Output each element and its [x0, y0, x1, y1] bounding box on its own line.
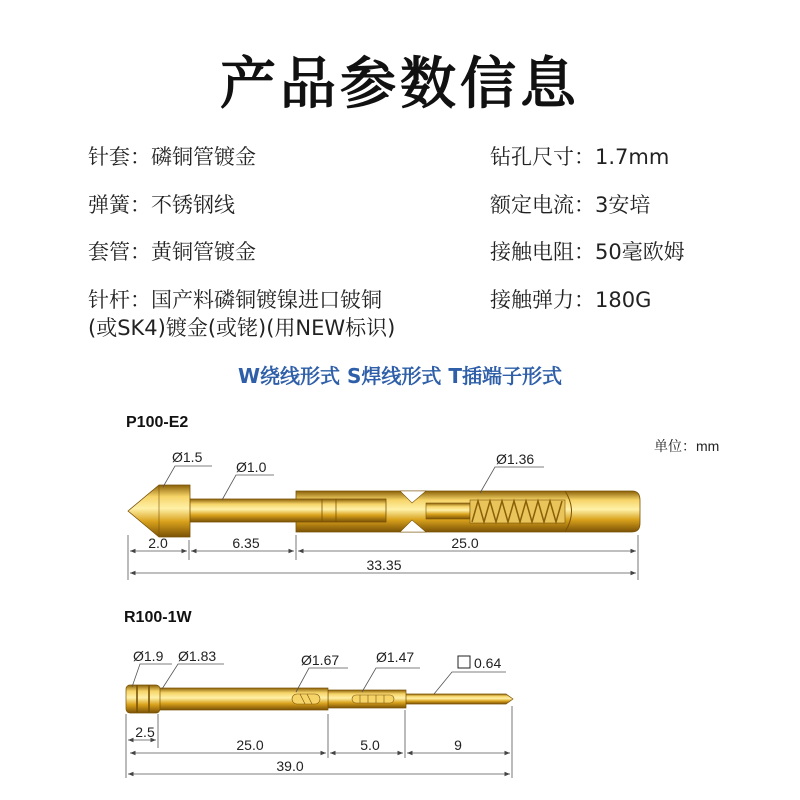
- probe2-diameter-collar: Ø1.9: [133, 648, 164, 664]
- probe1-dim-plunger: 6.35: [232, 535, 260, 551]
- probe2-diameter-body: Ø1.67: [301, 652, 340, 668]
- probe2-dim-collar: 2.5: [135, 724, 155, 740]
- probe1-diameter-tip: Ø1.5: [172, 449, 203, 465]
- spec-label: 接触电阻：: [490, 240, 595, 264]
- spec-value: 180G: [595, 288, 652, 312]
- probe1-diameter-plunger: Ø1.0: [236, 459, 267, 475]
- spec-label: 针杆：: [88, 288, 151, 312]
- unit-label: 单位：mm: [654, 438, 720, 454]
- spec-value: 不锈钢线: [151, 193, 235, 217]
- probe2-square-size: 0.64: [474, 655, 502, 671]
- mount-type-subtitle: W绕线形式 S焊线形式 T插端子形式: [237, 364, 563, 388]
- probe1-dim-total: 33.35: [366, 557, 402, 573]
- probe2-diameter-sleeve: Ø1.47: [376, 649, 415, 665]
- spec-value: 国产料磷铜镀镍进口铍铜: [151, 288, 382, 312]
- probe2-dim-body: 25.0: [236, 737, 264, 753]
- probe2-dim-pin: 9: [454, 737, 462, 753]
- probe2-dim-sleeve: 5.0: [360, 737, 380, 753]
- probe1-body: [128, 485, 640, 537]
- probe1-dim-tip: 2.0: [148, 535, 168, 551]
- spec-value: 3安培: [595, 193, 651, 217]
- spec-value: 1.7mm: [595, 145, 670, 169]
- probe2-body: [126, 685, 513, 713]
- spec-label: 弹簧：: [88, 193, 151, 217]
- probe1-name: P100-E2: [126, 414, 189, 431]
- page-title: 产品参数信息: [220, 52, 580, 117]
- spec-label: 套管：: [88, 240, 151, 264]
- probe1-dim-barrel: 25.0: [451, 535, 479, 551]
- probe2-diameter-head: Ø1.83: [178, 648, 217, 664]
- spec-value: 50毫欧姆: [595, 240, 685, 264]
- square-section-icon: [458, 656, 470, 668]
- spec-value-cont: (或SK4)镀金(或铑)(用NEW标识): [88, 316, 396, 340]
- spec-label: 钻孔尺寸：: [490, 145, 595, 169]
- probe1-diameter-barrel: Ø1.36: [496, 451, 535, 467]
- spec-value: 磷铜管镀金: [151, 145, 256, 169]
- spec-label: 额定电流：: [490, 193, 595, 217]
- spec-label: 接触弹力：: [490, 288, 595, 312]
- spec-value: 黄铜管镀金: [151, 240, 256, 264]
- spec-label: 针套：: [88, 145, 151, 169]
- probe2-dim-total: 39.0: [276, 758, 304, 774]
- probe2-name: R100-1W: [124, 609, 192, 626]
